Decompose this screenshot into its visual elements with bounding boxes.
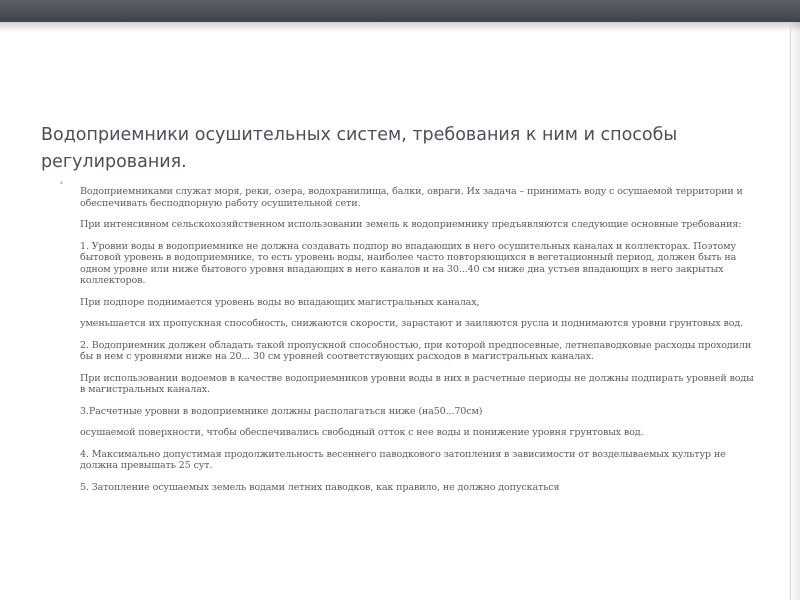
body-paragraph-3: 1. Уровни воды в водоприемнике не должна создавать подпор во впадающих в него осушительных каналах и коллекторах. Поэтому бытовой уровень в водоприемнике, то есть уровень воды, наиболее часто повторяющихся в вегетационный период, должен быть на одном уровне или ниже бытового уровня впадающих в него каналов и на 30...40 см ниже дна устьев впадающих в него закрытых коллекторов. [80,240,737,286]
body-paragraph-1: Водоприемниками служат моря, реки, озера, водохранилища, балки, овраги. Их задача – принимать воду с осушаемой территории и обеспечивать бесподпорную работу осушительной сети. [80,186,743,209]
body-paragraph-4: При подпоре поднимается уровень воды во впадающих магистральных каналах, [80,296,480,308]
body-paragraph-5: уменьшается их пропускная способность, снижаются скорости, зарастают и заиляются русла и поднимаются уровни грунтовых вод. [80,318,744,329]
body-paragraph-10: 4. Максимально допустимая продолжительность весеннего паводкового затопления в зависимости от возделываемых культур не должна превышать 25 сут. [80,448,726,471]
body-paragraph-7: При использовании водоемов в качестве водоприемников уровни воды в них в расчетные периоды не должны подпирать уровней воды в магистральных каналах. [80,372,754,395]
body-paragraph-9: осушаемой поверхности, чтобы обеспечивались свободный отток с нее воды и понижение уровня грунтовых вод. [80,427,644,438]
body-paragraph-2: При интенсивном сельскохозяйственном использовании земель к водоприемнику предъявляются следующие основные требования: [80,219,742,230]
header-shadow [0,22,800,32]
body-paragraph-11: 5. Затопление осушаемых земель водами летних паводков, как правило, не должно допускаться [80,481,560,493]
slide-header-bar [0,0,800,22]
bullet-icon: • [59,179,64,188]
body-paragraph-6: 2. Водоприемник должен обладать такой пропускной способностью, при которой предпосевные, летнепаводковые расходы проходили бы в нем с уровнями ниже на 20... 30 см уровней соответствующих расходов в магистральных каналах. [80,339,752,362]
slide-title: Водоприемники осушительных систем, требования к ним и способы регулирования. [41,125,678,172]
right-edge-shadow [788,22,800,600]
slide-body [80,186,756,503]
body-paragraph-8: 3.Расчетные уровни в водоприемнике должны располагаться ниже (на50...70см) [80,405,483,417]
